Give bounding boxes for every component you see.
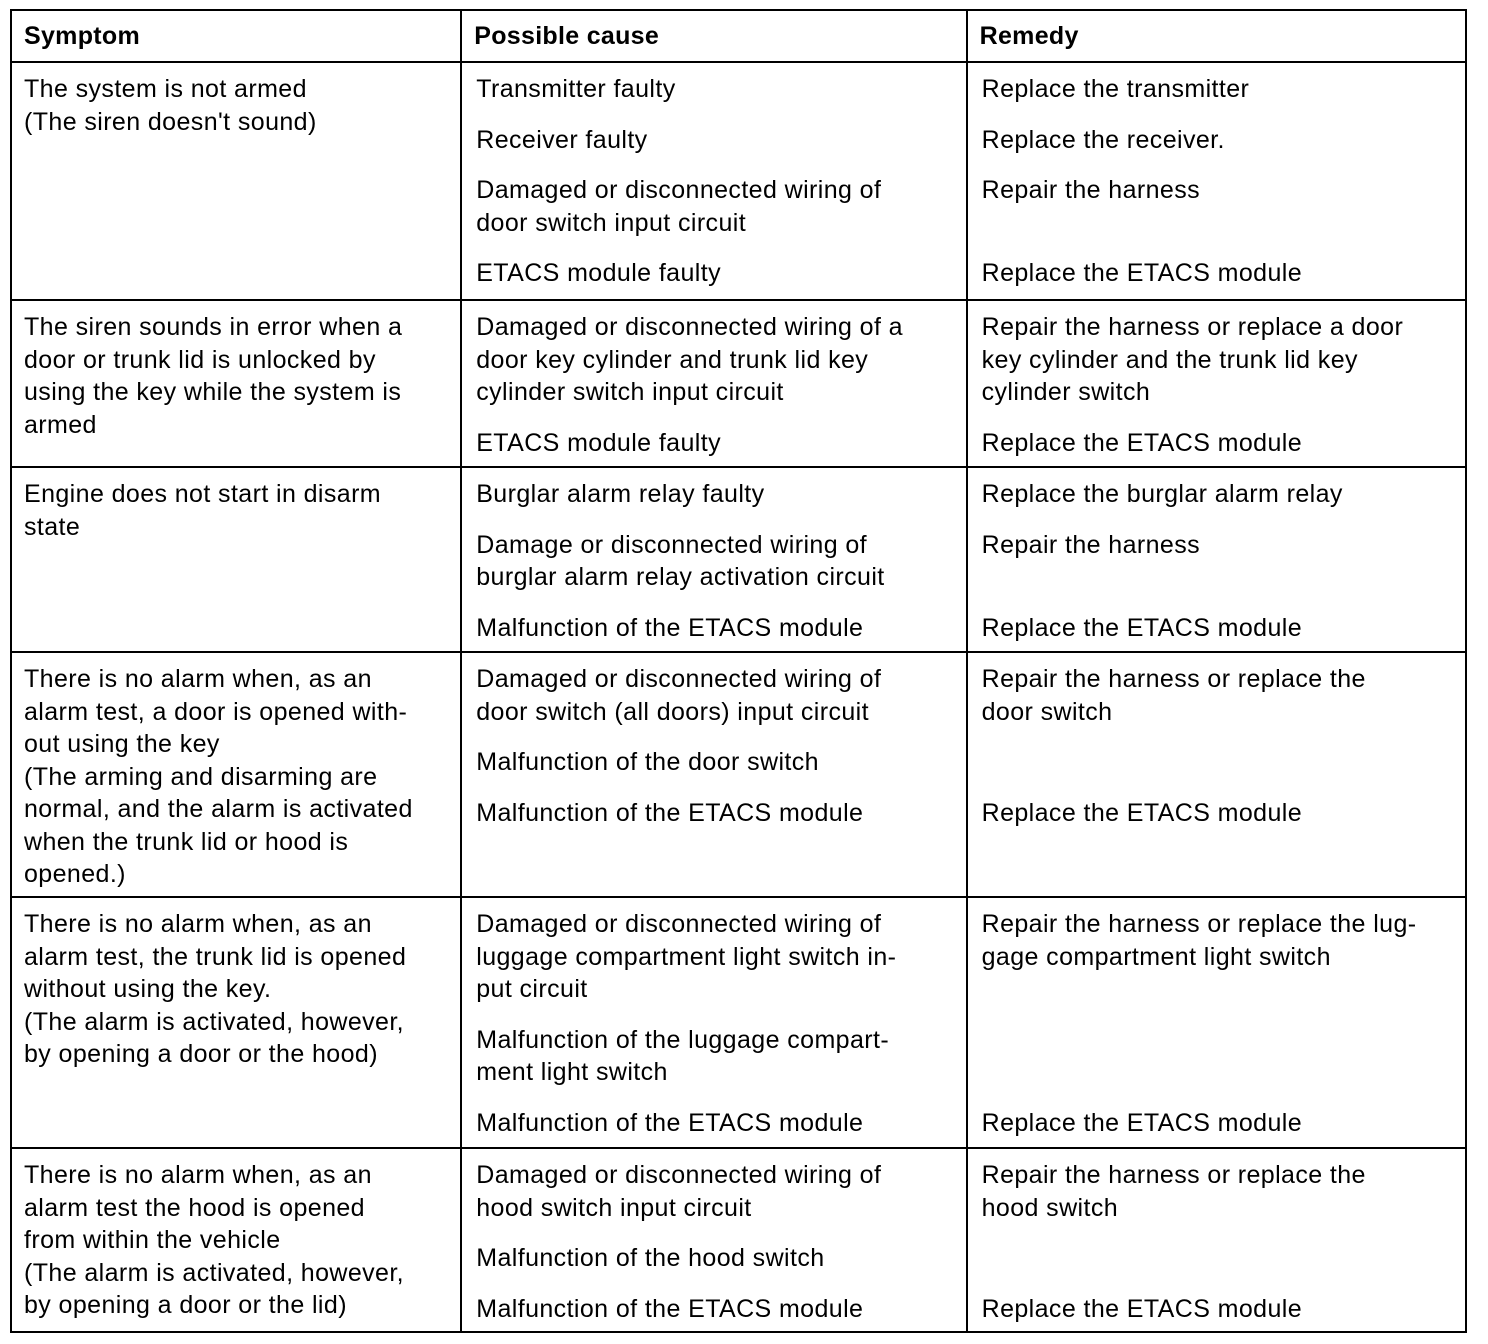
symptom-cell [11, 467, 461, 652]
cause-item: Damaged or disconnected wiring of luggage compartment light switch in- put circuit [476, 910, 897, 1003]
cause-item: Malfunction of the hood switch [476, 1244, 825, 1272]
cause-item: Malfunction of the door switch [476, 748, 819, 776]
symptom-cell [11, 1148, 461, 1332]
remedy-item [968, 1242, 1465, 1275]
possible-cause-cell [461, 652, 966, 897]
symptom-text: There is no alarm when, as an alarm test the hood is opened from within the vehicle (The alarm is activated, however, by opening a door or the lid) [24, 1161, 405, 1319]
symptom-text: Engine does not start in disarm state [24, 480, 382, 541]
possible-cause-cell [461, 467, 966, 652]
cause-item: Damaged or disconnected wiring of door switch input circuit [476, 176, 882, 237]
symptom-text: There is no alarm when, as an alarm test, the trunk lid is opened without using the key. (The alarm is activated, however, by opening a door or the hood) [24, 910, 407, 1068]
cause-item: Damaged or disconnected wiring of hood switch input circuit [476, 1161, 882, 1222]
remedy-item: Repair the harness or replace the hood switch [981, 1161, 1366, 1222]
cause-item: Damaged or disconnected wiring of door switch (all doors) input circuit [476, 665, 882, 726]
cause-item: Malfunction of the ETACS module [476, 798, 864, 827]
remedy-item [968, 1024, 1465, 1089]
table-row [11, 62, 1466, 300]
possible-cause-cell [461, 62, 966, 300]
remedy-item: Replace the burglar alarm relay [981, 480, 1343, 508]
cause-item: Burglar alarm relay faulty [476, 480, 765, 508]
remedy-cell [967, 467, 1466, 652]
remedy-item: Repair the harness [981, 176, 1201, 204]
table-row [11, 467, 1466, 652]
symptom-cell [11, 897, 461, 1148]
remedy-item: Repair the harness or replace a door key cylinder and the trunk lid key cylinder switch [981, 313, 1404, 406]
symptom-cell [11, 62, 461, 300]
cause-item: Damage or disconnected wiring of burglar alarm relay activation circuit [476, 530, 885, 591]
table-row [11, 300, 1466, 467]
symptom-text: There is no alarm when, as an alarm test, a door is opened with- out using the key (The arming and disarming are normal, and the alarm is activated when the trunk lid or hood is opened.) [24, 665, 413, 888]
remedy-cell [967, 300, 1466, 467]
cause-item: Receiver faulty [476, 125, 648, 154]
cause-item: Transmitter faulty [476, 75, 676, 103]
remedy-item: Replace the receiver. [981, 125, 1225, 154]
remedy-cell [967, 897, 1466, 1148]
remedy-item: Replace the ETACS module [981, 1294, 1303, 1323]
possible-cause-cell [461, 300, 966, 467]
remedy-item: Repair the harness [981, 530, 1201, 559]
remedy-item: Replace the transmitter [981, 75, 1250, 103]
header-symptom: Symptom [11, 10, 461, 62]
symptom-text: The system is not armed (The siren doesn't sound) [24, 75, 317, 136]
header-row [11, 10, 1466, 62]
remedy-item: Repair the harness or replace the lug- gage compartment light switch [981, 910, 1417, 971]
remedy-item: Replace the ETACS module [981, 1108, 1303, 1137]
remedy-item: Replace the ETACS module [981, 259, 1303, 287]
cause-item: Malfunction of the luggage compart- ment light switch [476, 1025, 890, 1086]
cause-item: Malfunction of the ETACS module [476, 613, 864, 642]
remedy-cell [967, 62, 1466, 300]
symptom-text: The siren sounds in error when a door or trunk lid is unlocked by using the key while the system is armed [24, 313, 403, 439]
table-row [11, 652, 1466, 897]
remedy-item: Replace the ETACS module [981, 798, 1303, 827]
possible-cause-cell [461, 897, 966, 1148]
symptom-cell [11, 300, 461, 467]
remedy-cell [967, 1148, 1466, 1332]
remedy-item [968, 746, 1465, 779]
cause-item: ETACS module faulty [476, 259, 721, 287]
cause-item: ETACS module faulty [476, 428, 721, 457]
remedy-item: Replace the ETACS module [981, 428, 1303, 457]
cause-item: Malfunction of the ETACS module [476, 1294, 864, 1323]
cause-item: Malfunction of the ETACS module [476, 1108, 864, 1137]
header-possible-cause: Possible cause [461, 10, 966, 62]
remedy-cell [967, 652, 1466, 897]
troubleshooting-table [10, 9, 1467, 1333]
table-row [11, 897, 1466, 1148]
cause-item: Damaged or disconnected wiring of a door key cylinder and trunk lid key cylinder switch input circuit [476, 313, 903, 406]
possible-cause-cell [461, 1148, 966, 1332]
remedy-item: Replace the ETACS module [981, 613, 1303, 642]
symptom-cell [11, 652, 461, 897]
table-body [11, 62, 1466, 1332]
table-row [11, 1148, 1466, 1332]
header-remedy: Remedy [967, 10, 1466, 62]
remedy-item: Repair the harness or replace the door switch [981, 665, 1366, 726]
